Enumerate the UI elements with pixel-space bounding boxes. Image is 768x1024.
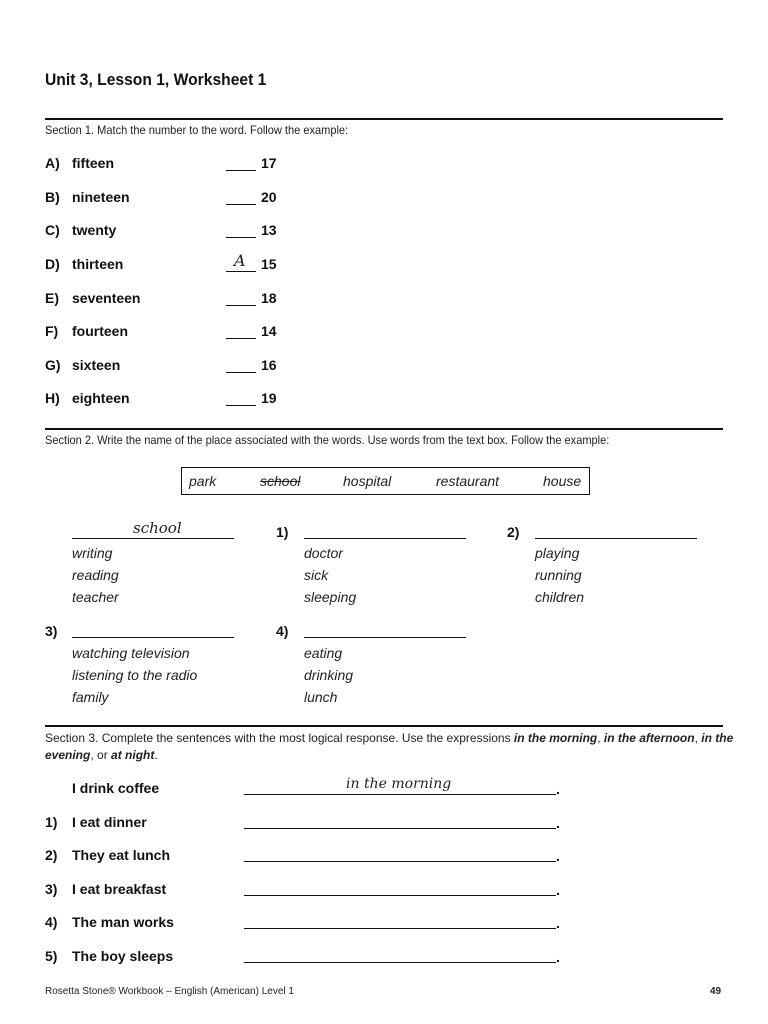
sentence: The boy sleeps <box>72 948 174 964</box>
sentence-answer-line[interactable] <box>244 928 556 929</box>
section-divider <box>45 428 723 430</box>
word-box-item: restaurant <box>436 473 500 489</box>
sentence-answer-line[interactable] <box>244 861 556 862</box>
group-answer-line[interactable] <box>304 538 466 539</box>
sentence-answer-line[interactable] <box>244 794 556 795</box>
sentence-label: 2) <box>45 847 58 863</box>
row-letter: G) <box>45 357 61 373</box>
answer-blank[interactable] <box>226 405 256 406</box>
group-answer-line[interactable] <box>72 637 234 638</box>
answer-blank[interactable] <box>226 204 256 205</box>
page-title: Unit 3, Lesson 1, Worksheet 1 <box>45 70 267 89</box>
row-letter: C) <box>45 222 60 238</box>
answer-blank[interactable] <box>226 372 256 373</box>
row-letter: H) <box>45 390 60 406</box>
sentence-label: 5) <box>45 948 58 964</box>
clue: sleeping <box>304 589 357 605</box>
group-label: 4) <box>276 623 289 639</box>
sentence-end: . <box>556 781 560 797</box>
sentence-label: 3) <box>45 881 58 897</box>
group-answer-line[interactable] <box>535 538 697 539</box>
sentence: I drink coffee <box>72 780 160 796</box>
group-label: 1) <box>276 524 289 540</box>
section2-instruction: Section 2. Write the name of the place associated with the words. Use words from the text box. Follow the example: <box>45 433 610 447</box>
row-word: sixteen <box>72 357 121 373</box>
clue: drinking <box>304 667 354 683</box>
row-letter: E) <box>45 290 59 306</box>
row-number: 16 <box>261 357 277 373</box>
row-letter: A) <box>45 155 60 171</box>
sentence-end: . <box>556 949 560 965</box>
sentence: I eat dinner <box>72 814 147 830</box>
answer-text: A <box>234 251 246 270</box>
answer-blank[interactable] <box>226 170 256 171</box>
row-number: 15 <box>261 256 277 272</box>
row-word: eighteen <box>72 390 130 406</box>
row-number: 20 <box>261 189 277 205</box>
clue: listening to the radio <box>72 667 198 683</box>
sentence-label: 4) <box>45 914 58 930</box>
answer-blank[interactable] <box>226 237 256 238</box>
row-letter: F) <box>45 323 59 339</box>
sentence: I eat breakfast <box>72 881 167 897</box>
clue: running <box>535 567 582 583</box>
clue: eating <box>304 645 343 661</box>
group-answer-line[interactable] <box>304 637 466 638</box>
clue: lunch <box>304 689 338 705</box>
row-number: 19 <box>261 390 277 406</box>
clue: doctor <box>304 545 343 561</box>
page-number: 49 <box>710 986 722 997</box>
group-label: 2) <box>507 524 520 540</box>
sentence-label: 1) <box>45 814 58 830</box>
answer-blank[interactable] <box>226 305 256 306</box>
row-number: 13 <box>261 222 277 238</box>
sentence: They eat lunch <box>72 847 171 863</box>
answer-blank[interactable] <box>226 338 256 339</box>
row-number: 17 <box>261 155 277 171</box>
row-word: nineteen <box>72 189 130 205</box>
sentence-answer-line[interactable] <box>244 962 556 963</box>
answer-blank[interactable] <box>226 271 256 272</box>
sentence-end: . <box>556 848 560 864</box>
clue: playing <box>535 545 580 561</box>
clue: teacher <box>72 589 119 605</box>
group-answer-line[interactable] <box>72 538 234 539</box>
clue: sick <box>304 567 329 583</box>
sentence-answer-line[interactable] <box>244 828 556 829</box>
footer-text: Rosetta Stone® Workbook – English (American) Level 1 <box>45 986 294 997</box>
section3-instruction: Section 3. Complete the sentences with the most logical response. Use the expressions in the morning, in the afternoon, in the evening, or at night. <box>45 731 734 762</box>
title-divider <box>45 118 723 120</box>
row-word: seventeen <box>72 290 141 306</box>
word-box-item: house <box>543 473 582 489</box>
word-box-item: hospital <box>343 473 392 489</box>
group-answer-text: school <box>133 519 182 537</box>
clue: reading <box>72 567 119 583</box>
section-divider <box>45 725 723 727</box>
sentence-end: . <box>556 882 560 898</box>
sentence-answer-text: in the morning <box>346 776 452 792</box>
word-box-item: park <box>189 473 217 489</box>
row-word: fifteen <box>72 155 114 171</box>
word-box-item-used: school <box>260 473 301 489</box>
row-word: thirteen <box>72 256 124 272</box>
group-label: 3) <box>45 623 58 639</box>
row-letter: B) <box>45 189 60 205</box>
clue: writing <box>72 545 113 561</box>
row-letter: D) <box>45 256 60 272</box>
row-word: twenty <box>72 222 117 238</box>
sentence-end: . <box>556 815 560 831</box>
sentence-end: . <box>556 915 560 931</box>
clue: watching television <box>72 645 190 661</box>
clue: children <box>535 589 585 605</box>
section1-instruction: Section 1. Match the number to the word. Follow the example: <box>45 123 349 137</box>
sentence-answer-line[interactable] <box>244 895 556 896</box>
sentence: The man works <box>72 914 174 930</box>
row-number: 18 <box>261 290 277 306</box>
clue: family <box>72 689 109 705</box>
row-number: 14 <box>261 323 277 339</box>
row-word: fourteen <box>72 323 128 339</box>
